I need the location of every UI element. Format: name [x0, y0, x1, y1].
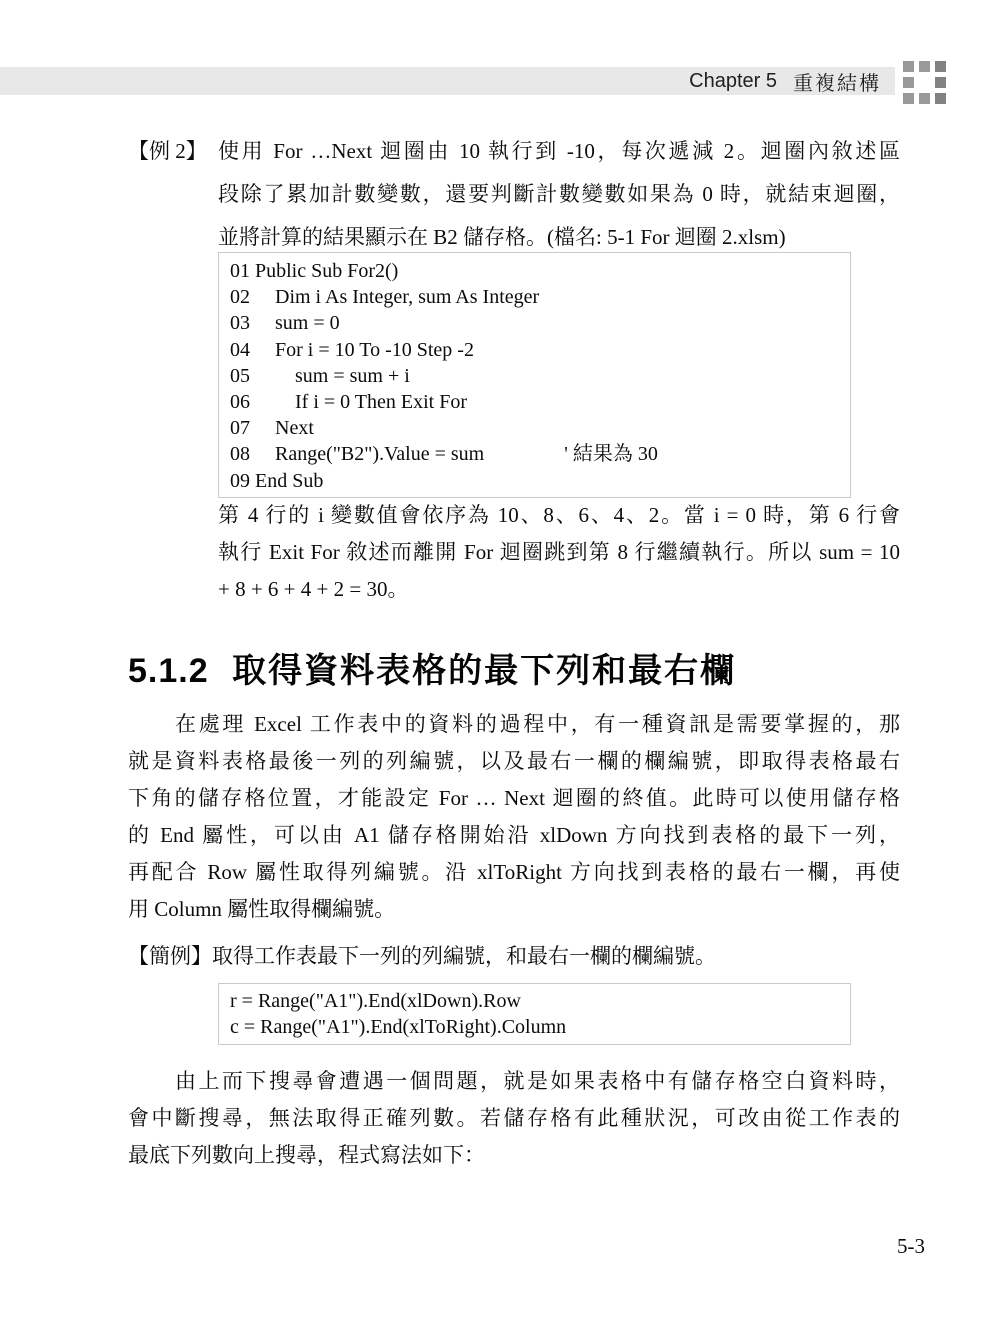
- code-listing-end-property: [218, 983, 851, 1045]
- chapter-number-label: Chapter 5: [689, 69, 777, 92]
- simple-example-label: 【簡例】: [128, 944, 212, 968]
- code-line: 09 End Sub: [230, 469, 324, 492]
- text-line: + 8 + 6 + 4 + 2 = 30。: [218, 577, 409, 601]
- grid-icon-cell: [903, 77, 914, 88]
- code-line: r = Range("A1").End(xlDown).Row: [230, 990, 521, 1012]
- example2-description: [218, 130, 900, 259]
- grid-icon-cell: [919, 61, 930, 72]
- text-line: 段除了累加計數變數，還要判斷計數變數如果為 0 時，就結束迴圈，: [218, 182, 900, 206]
- example2-label: 【例 2】: [128, 139, 207, 163]
- chapter-title-label: 重複結構: [793, 72, 881, 95]
- code-line: 06 If i = 0 Then Exit For: [230, 391, 468, 414]
- section-paragraph: [128, 706, 900, 928]
- page-number: 5-3: [897, 1234, 925, 1258]
- text-line: 在處理 Excel 工作表中的資料的過程中，有一種資訊是需要掌握的，那: [175, 712, 900, 736]
- section-heading: [128, 648, 736, 694]
- text-line: 再配合 Row 屬性取得列編號。沿 xlToRight 方向找到表格的最右一欄，再使: [128, 860, 900, 884]
- text-line: 並將計算的結果顯示在 B2 儲存格。(檔名: 5-1 For 迴圈 2.xlsm): [218, 225, 786, 249]
- closing-paragraph: [128, 1063, 900, 1174]
- chapter-grid-icon: [903, 61, 946, 104]
- grid-icon-cell: [935, 61, 946, 72]
- text-line: 由上而下搜尋會遭遇一個問題，就是如果表格中有儲存格空白資料時，: [175, 1069, 900, 1093]
- grid-icon-cell: [919, 77, 930, 88]
- text-line: 就是資料表格最後一列的列編號，以及最右一欄的欄編號，即取得表格最右: [128, 749, 900, 773]
- text-line: 的 End 屬性，可以由 A1 儲存格開始沿 xlDown 方向找到表格的最下一列，: [128, 823, 900, 847]
- grid-icon-cell: [903, 93, 914, 104]
- text-line: 會中斷搜尋，無法取得正確列數。若儲存格有此種狀況，可改由從工作表的: [128, 1106, 900, 1130]
- grid-icon-cell: [935, 93, 946, 104]
- section-number: 5.1.2: [128, 652, 209, 690]
- simple-example-line: [128, 936, 900, 976]
- text-line: 下角的儲存格位置，才能設定 For … Next 迴圈的終值。此時可以使用儲存格: [128, 786, 900, 810]
- example2-explanation: [218, 497, 900, 608]
- code-line: 02 Dim i As Integer, sum As Integer: [230, 286, 540, 309]
- text-line: 用 Column 屬性取得欄編號。: [128, 897, 396, 921]
- text-line: 最底下列數向上搜尋，程式寫法如下：: [128, 1143, 485, 1167]
- text-line: 第 4 行的 i 變數值會依序為 10、8、6、4、2。當 i = 0 時，第 6 行會: [218, 503, 900, 527]
- grid-icon-cell: [935, 77, 946, 88]
- code-line: 04 For i = 10 To -10 Step -2: [230, 338, 474, 361]
- section-title: 取得資料表格的最下列和最右欄: [232, 652, 737, 690]
- code-line: 01 Public Sub For2(): [230, 260, 399, 282]
- grid-icon-cell: [919, 93, 930, 104]
- code-line: 05 sum = sum + i: [230, 364, 410, 387]
- simple-example-text: 取得工作表最下一列的列編號，和最右一欄的欄編號。: [212, 944, 716, 968]
- code-line: 03 sum = 0: [230, 312, 340, 335]
- code-line: c = Range("A1").End(xlToRight).Column: [230, 1016, 567, 1039]
- grid-icon-cell: [903, 61, 914, 72]
- code-listing-for2: [218, 252, 851, 498]
- code-line: 08 Range("B2").Value = sum ' 結果為 30: [230, 443, 658, 466]
- text-line: 使用 For …Next 迴圈由 10 執行到 -10，每次遞減 2。迴圈內敘述區: [218, 139, 900, 163]
- chapter-header-bar: [0, 67, 895, 95]
- text-line: 執行 Exit For 敘述而離開 For 迴圈跳到第 8 行繼續執行。所以 sum = 10: [218, 540, 900, 564]
- code-line: 07 Next: [230, 417, 314, 440]
